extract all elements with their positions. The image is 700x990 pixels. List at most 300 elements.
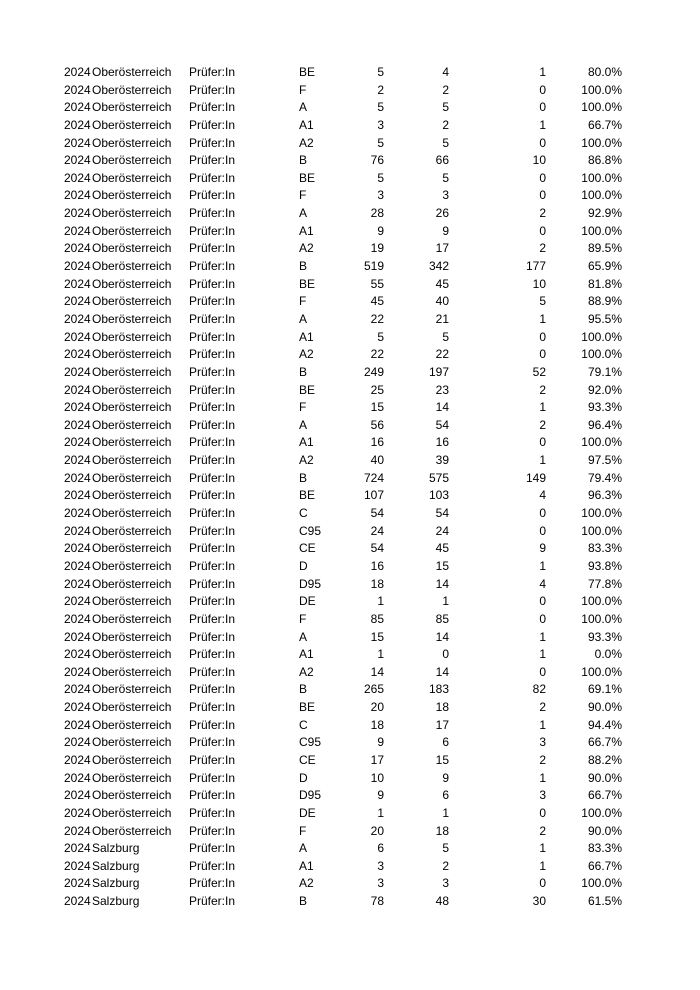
- table-row: [0, 770, 700, 788]
- pass-rate-cell: 94.4%: [587, 717, 622, 732]
- license-class-cell: A2: [299, 241, 314, 256]
- failed-count-cell: 0: [539, 876, 546, 891]
- examiner-role-cell: Prüfer:In: [189, 135, 236, 150]
- examiner-role-cell: Prüfer:In: [189, 752, 236, 767]
- failed-count-cell: 10: [532, 276, 546, 291]
- pass-rate-cell: 100.0%: [581, 100, 622, 115]
- pass-rate-cell: 100.0%: [581, 611, 622, 626]
- table-row: [0, 117, 700, 135]
- license-class-cell: A2: [299, 347, 314, 362]
- table-row: [0, 505, 700, 523]
- total-count-cell: 249: [363, 364, 384, 379]
- license-class-cell: A: [299, 417, 308, 432]
- year-cell: 2024: [64, 506, 91, 521]
- region-cell: Oberösterreich: [92, 576, 172, 591]
- examiner-role-cell: Prüfer:In: [189, 823, 236, 838]
- total-count-cell: 76: [370, 153, 384, 168]
- license-class-cell: F: [299, 188, 307, 203]
- total-count-cell: 1: [377, 594, 384, 609]
- license-class-cell: A: [299, 311, 308, 326]
- license-class-cell: B: [299, 153, 308, 168]
- pass-rate-cell: 79.4%: [587, 470, 622, 485]
- table-row: [0, 875, 700, 893]
- examiner-role-cell: Prüfer:In: [189, 470, 236, 485]
- year-cell: 2024: [64, 752, 91, 767]
- year-cell: 2024: [64, 841, 91, 856]
- passed-count-cell: 18: [435, 700, 449, 715]
- region-cell: Oberösterreich: [92, 788, 172, 803]
- total-count-cell: 17: [370, 752, 384, 767]
- table-row: [0, 329, 700, 347]
- total-count-cell: 54: [370, 541, 384, 556]
- year-cell: 2024: [64, 364, 91, 379]
- table-row: [0, 205, 700, 223]
- table-row: [0, 223, 700, 241]
- region-cell: Oberösterreich: [92, 294, 172, 309]
- failed-count-cell: 1: [539, 647, 546, 662]
- year-cell: 2024: [64, 664, 91, 679]
- region-cell: Oberösterreich: [92, 629, 172, 644]
- pass-rate-cell: 0.0%: [594, 647, 622, 662]
- failed-count-cell: 1: [539, 453, 546, 468]
- pass-rate-cell: 90.0%: [587, 770, 622, 785]
- region-cell: Oberösterreich: [92, 453, 172, 468]
- passed-count-cell: 22: [435, 347, 449, 362]
- year-cell: 2024: [64, 629, 91, 644]
- region-cell: Oberösterreich: [92, 647, 172, 662]
- passed-count-cell: 48: [435, 894, 449, 909]
- examiner-role-cell: Prüfer:In: [189, 506, 236, 521]
- license-class-cell: B: [299, 259, 308, 274]
- license-class-cell: A: [299, 100, 308, 115]
- failed-count-cell: 1: [539, 117, 546, 132]
- examiner-role-cell: Prüfer:In: [189, 841, 236, 856]
- table-row: [0, 152, 700, 170]
- table-row: [0, 452, 700, 470]
- region-cell: Oberösterreich: [92, 259, 172, 274]
- region-cell: Oberösterreich: [92, 523, 172, 538]
- total-count-cell: 9: [377, 735, 384, 750]
- year-cell: 2024: [64, 717, 91, 732]
- examiner-role-cell: Prüfer:In: [189, 276, 236, 291]
- pass-rate-cell: 100.0%: [581, 805, 622, 820]
- pass-rate-cell: 100.0%: [581, 506, 622, 521]
- region-cell: Oberösterreich: [92, 329, 172, 344]
- pass-rate-cell: 92.0%: [587, 382, 622, 397]
- passed-count-cell: 2: [442, 117, 449, 132]
- region-cell: Oberösterreich: [92, 470, 172, 485]
- pass-rate-cell: 100.0%: [581, 188, 622, 203]
- examiner-role-cell: Prüfer:In: [189, 435, 236, 450]
- license-class-cell: A: [299, 841, 308, 856]
- passed-count-cell: 1: [442, 805, 449, 820]
- total-count-cell: 19: [370, 241, 384, 256]
- pass-rate-cell: 97.5%: [587, 453, 622, 468]
- year-cell: 2024: [64, 700, 91, 715]
- total-count-cell: 22: [370, 311, 384, 326]
- region-cell: Oberösterreich: [92, 417, 172, 432]
- passed-count-cell: 197: [428, 364, 449, 379]
- pass-rate-cell: 83.3%: [587, 841, 622, 856]
- failed-count-cell: 1: [539, 858, 546, 873]
- passed-count-cell: 4: [442, 65, 449, 79]
- year-cell: 2024: [64, 82, 91, 97]
- total-count-cell: 3: [377, 858, 384, 873]
- examiner-role-cell: Prüfer:In: [189, 523, 236, 538]
- total-count-cell: 5: [377, 329, 384, 344]
- region-cell: Oberösterreich: [92, 805, 172, 820]
- table-row: [0, 681, 700, 699]
- failed-count-cell: 1: [539, 629, 546, 644]
- passed-count-cell: 23: [435, 382, 449, 397]
- pass-rate-cell: 88.9%: [587, 294, 622, 309]
- failed-count-cell: 1: [539, 65, 546, 79]
- passed-count-cell: 18: [435, 823, 449, 838]
- region-cell: Oberösterreich: [92, 400, 172, 415]
- license-class-cell: B: [299, 470, 308, 485]
- examiner-role-cell: Prüfer:In: [189, 876, 236, 891]
- license-class-cell: A2: [299, 876, 314, 891]
- failed-count-cell: 3: [539, 788, 546, 803]
- year-cell: 2024: [64, 294, 91, 309]
- pass-rate-cell: 100.0%: [581, 664, 622, 679]
- total-count-cell: 54: [370, 506, 384, 521]
- region-cell: Oberösterreich: [92, 276, 172, 291]
- total-count-cell: 265: [363, 682, 384, 697]
- table-row: [0, 664, 700, 682]
- license-class-cell: C95: [299, 523, 322, 538]
- examiner-role-cell: Prüfer:In: [189, 647, 236, 662]
- examiner-role-cell: Prüfer:In: [189, 488, 236, 503]
- total-count-cell: 107: [363, 488, 384, 503]
- total-count-cell: 55: [370, 276, 384, 291]
- failed-count-cell: 177: [525, 259, 546, 274]
- examiner-role-cell: Prüfer:In: [189, 894, 236, 909]
- table-row: [0, 187, 700, 205]
- region-cell: Oberösterreich: [92, 664, 172, 679]
- passed-count-cell: 45: [435, 541, 449, 556]
- passed-count-cell: 5: [442, 841, 449, 856]
- examiner-role-cell: Prüfer:In: [189, 594, 236, 609]
- region-cell: Oberösterreich: [92, 241, 172, 256]
- total-count-cell: 9: [377, 788, 384, 803]
- pass-rate-cell: 83.3%: [587, 541, 622, 556]
- failed-count-cell: 0: [539, 135, 546, 150]
- year-cell: 2024: [64, 382, 91, 397]
- year-cell: 2024: [64, 735, 91, 750]
- table-row: [0, 611, 700, 629]
- table-row: [0, 311, 700, 329]
- license-class-cell: C: [299, 506, 308, 521]
- table-row: [0, 558, 700, 576]
- table-row: [0, 629, 700, 647]
- failed-count-cell: 0: [539, 523, 546, 538]
- year-cell: 2024: [64, 558, 91, 573]
- examiner-role-cell: Prüfer:In: [189, 805, 236, 820]
- license-class-cell: A1: [299, 223, 314, 238]
- pass-rate-cell: 100.0%: [581, 135, 622, 150]
- total-count-cell: 9: [377, 223, 384, 238]
- passed-count-cell: 85: [435, 611, 449, 626]
- year-cell: 2024: [64, 311, 91, 326]
- total-count-cell: 78: [370, 894, 384, 909]
- table-row: [0, 540, 700, 558]
- examiner-role-cell: Prüfer:In: [189, 400, 236, 415]
- year-cell: 2024: [64, 611, 91, 626]
- license-class-cell: F: [299, 823, 307, 838]
- region-cell: Salzburg: [92, 894, 140, 909]
- region-cell: Oberösterreich: [92, 752, 172, 767]
- table-row: [0, 258, 700, 276]
- table-row: [0, 364, 700, 382]
- table-row: [0, 417, 700, 435]
- license-class-cell: A1: [299, 435, 314, 450]
- total-count-cell: 22: [370, 347, 384, 362]
- region-cell: Oberösterreich: [92, 488, 172, 503]
- license-class-cell: D95: [299, 788, 322, 803]
- table-row: [0, 135, 700, 153]
- year-cell: 2024: [64, 647, 91, 662]
- examiner-role-cell: Prüfer:In: [189, 453, 236, 468]
- failed-count-cell: 30: [532, 894, 546, 909]
- license-class-cell: BE: [299, 488, 316, 503]
- region-cell: Oberösterreich: [92, 206, 172, 221]
- failed-count-cell: 0: [539, 82, 546, 97]
- passed-count-cell: 21: [435, 311, 449, 326]
- examiner-role-cell: Prüfer:In: [189, 82, 236, 97]
- passed-count-cell: 14: [435, 576, 449, 591]
- year-cell: 2024: [64, 276, 91, 291]
- pass-rate-cell: 95.5%: [587, 311, 622, 326]
- total-count-cell: 3: [377, 117, 384, 132]
- passed-count-cell: 16: [435, 435, 449, 450]
- pass-rate-cell: 69.1%: [587, 682, 622, 697]
- passed-count-cell: 2: [442, 858, 449, 873]
- license-class-cell: BE: [299, 65, 316, 79]
- license-class-cell: A: [299, 206, 308, 221]
- table-row: [0, 787, 700, 805]
- table-row: [0, 646, 700, 664]
- license-class-cell: D95: [299, 576, 322, 591]
- examiner-role-cell: Prüfer:In: [189, 153, 236, 168]
- pass-rate-cell: 96.3%: [587, 488, 622, 503]
- failed-count-cell: 52: [532, 364, 546, 379]
- license-class-cell: A1: [299, 647, 314, 662]
- year-cell: 2024: [64, 400, 91, 415]
- license-class-cell: D: [299, 770, 308, 785]
- pass-rate-cell: 100.0%: [581, 82, 622, 97]
- pass-rate-cell: 100.0%: [581, 223, 622, 238]
- pass-rate-cell: 100.0%: [581, 594, 622, 609]
- year-cell: 2024: [64, 541, 91, 556]
- pass-rate-cell: 81.8%: [587, 276, 622, 291]
- license-class-cell: A1: [299, 117, 314, 132]
- examiner-role-cell: Prüfer:In: [189, 735, 236, 750]
- failed-count-cell: 2: [539, 382, 546, 397]
- examiner-role-cell: Prüfer:In: [189, 170, 236, 185]
- year-cell: 2024: [64, 876, 91, 891]
- pass-rate-cell: 66.7%: [587, 735, 622, 750]
- year-cell: 2024: [64, 682, 91, 697]
- year-cell: 2024: [64, 576, 91, 591]
- failed-count-cell: 4: [539, 576, 546, 591]
- region-cell: Oberösterreich: [92, 117, 172, 132]
- examiner-role-cell: Prüfer:In: [189, 294, 236, 309]
- failed-count-cell: 1: [539, 770, 546, 785]
- total-count-cell: 5: [377, 135, 384, 150]
- year-cell: 2024: [64, 259, 91, 274]
- region-cell: Oberösterreich: [92, 823, 172, 838]
- table-row: [0, 64, 700, 82]
- pass-rate-cell: 90.0%: [587, 700, 622, 715]
- passed-count-cell: 26: [435, 206, 449, 221]
- table-row: [0, 276, 700, 294]
- examiner-role-cell: Prüfer:In: [189, 206, 236, 221]
- examiner-role-cell: Prüfer:In: [189, 117, 236, 132]
- passed-count-cell: 54: [435, 417, 449, 432]
- failed-count-cell: 0: [539, 188, 546, 203]
- table-row: [0, 523, 700, 541]
- total-count-cell: 28: [370, 206, 384, 221]
- license-class-cell: C95: [299, 735, 322, 750]
- passed-count-cell: 2: [442, 82, 449, 97]
- failed-count-cell: 9: [539, 541, 546, 556]
- pass-rate-cell: 66.7%: [587, 858, 622, 873]
- license-class-cell: F: [299, 294, 307, 309]
- total-count-cell: 3: [377, 188, 384, 203]
- table-row: [0, 734, 700, 752]
- pass-rate-cell: 66.7%: [587, 788, 622, 803]
- examiner-role-cell: Prüfer:In: [189, 417, 236, 432]
- table-row: [0, 346, 700, 364]
- failed-count-cell: 5: [539, 294, 546, 309]
- total-count-cell: 20: [370, 823, 384, 838]
- passed-count-cell: 15: [435, 752, 449, 767]
- failed-count-cell: 0: [539, 329, 546, 344]
- table-row: [0, 382, 700, 400]
- examiner-role-cell: Prüfer:In: [189, 329, 236, 344]
- region-cell: Salzburg: [92, 876, 140, 891]
- pass-rate-cell: 100.0%: [581, 435, 622, 450]
- examiner-role-cell: Prüfer:In: [189, 541, 236, 556]
- table-row: [0, 805, 700, 823]
- passed-count-cell: 3: [442, 876, 449, 891]
- year-cell: 2024: [64, 805, 91, 820]
- examiner-role-cell: Prüfer:In: [189, 682, 236, 697]
- total-count-cell: 2: [377, 82, 384, 97]
- pass-rate-cell: 96.4%: [587, 417, 622, 432]
- examiner-role-cell: Prüfer:In: [189, 259, 236, 274]
- region-cell: Salzburg: [92, 858, 140, 873]
- passed-count-cell: 5: [442, 329, 449, 344]
- table-row: [0, 99, 700, 117]
- region-cell: Oberösterreich: [92, 717, 172, 732]
- license-class-cell: DE: [299, 805, 316, 820]
- failed-count-cell: 1: [539, 841, 546, 856]
- license-class-cell: F: [299, 82, 307, 97]
- pass-rate-cell: 77.8%: [587, 576, 622, 591]
- year-cell: 2024: [64, 488, 91, 503]
- total-count-cell: 10: [370, 770, 384, 785]
- examiner-role-cell: Prüfer:In: [189, 576, 236, 591]
- passed-count-cell: 14: [435, 664, 449, 679]
- table-row: [0, 170, 700, 188]
- license-class-cell: A2: [299, 664, 314, 679]
- license-class-cell: D: [299, 558, 308, 573]
- examiner-role-cell: Prüfer:In: [189, 629, 236, 644]
- total-count-cell: 56: [370, 417, 384, 432]
- failed-count-cell: 0: [539, 611, 546, 626]
- total-count-cell: 85: [370, 611, 384, 626]
- passed-count-cell: 103: [428, 488, 449, 503]
- year-cell: 2024: [64, 894, 91, 909]
- pass-rate-cell: 86.8%: [587, 153, 622, 168]
- license-class-cell: B: [299, 364, 308, 379]
- failed-count-cell: 2: [539, 417, 546, 432]
- failed-count-cell: 82: [532, 682, 546, 697]
- region-cell: Oberösterreich: [92, 682, 172, 697]
- examiner-role-cell: Prüfer:In: [189, 700, 236, 715]
- total-count-cell: 5: [377, 65, 384, 79]
- table-row: [0, 823, 700, 841]
- failed-count-cell: 0: [539, 100, 546, 115]
- pass-rate-cell: 89.5%: [587, 241, 622, 256]
- pass-rate-cell: 90.0%: [587, 823, 622, 838]
- table-row: [0, 840, 700, 858]
- year-cell: 2024: [64, 223, 91, 238]
- license-class-cell: A: [299, 629, 308, 644]
- table-row: [0, 82, 700, 100]
- region-cell: Oberösterreich: [92, 611, 172, 626]
- table-row: [0, 752, 700, 770]
- region-cell: Oberösterreich: [92, 223, 172, 238]
- passed-count-cell: 342: [428, 259, 449, 274]
- passed-count-cell: 5: [442, 135, 449, 150]
- failed-count-cell: 0: [539, 594, 546, 609]
- table-row: [0, 576, 700, 594]
- failed-count-cell: 2: [539, 241, 546, 256]
- total-count-cell: 24: [370, 523, 384, 538]
- total-count-cell: 5: [377, 100, 384, 115]
- passed-count-cell: 183: [428, 682, 449, 697]
- examiner-role-cell: Prüfer:In: [189, 347, 236, 362]
- table-row: [0, 717, 700, 735]
- passed-count-cell: 17: [435, 241, 449, 256]
- table-row: [0, 893, 700, 911]
- region-cell: Oberösterreich: [92, 735, 172, 750]
- year-cell: 2024: [64, 188, 91, 203]
- examiner-role-cell: Prüfer:In: [189, 100, 236, 115]
- table-row: [0, 293, 700, 311]
- total-count-cell: 25: [370, 382, 384, 397]
- failed-count-cell: 0: [539, 347, 546, 362]
- failed-count-cell: 2: [539, 823, 546, 838]
- examiner-role-cell: Prüfer:In: [189, 611, 236, 626]
- year-cell: 2024: [64, 100, 91, 115]
- examiner-role-cell: Prüfer:In: [189, 664, 236, 679]
- pass-rate-cell: 92.9%: [587, 206, 622, 221]
- license-class-cell: A1: [299, 329, 314, 344]
- pass-rate-cell: 61.5%: [587, 894, 622, 909]
- failed-count-cell: 2: [539, 206, 546, 221]
- total-count-cell: 16: [370, 435, 384, 450]
- total-count-cell: 3: [377, 876, 384, 891]
- passed-count-cell: 6: [442, 735, 449, 750]
- region-cell: Oberösterreich: [92, 347, 172, 362]
- pass-rate-cell: 93.8%: [587, 558, 622, 573]
- year-cell: 2024: [64, 65, 91, 79]
- region-cell: Oberösterreich: [92, 594, 172, 609]
